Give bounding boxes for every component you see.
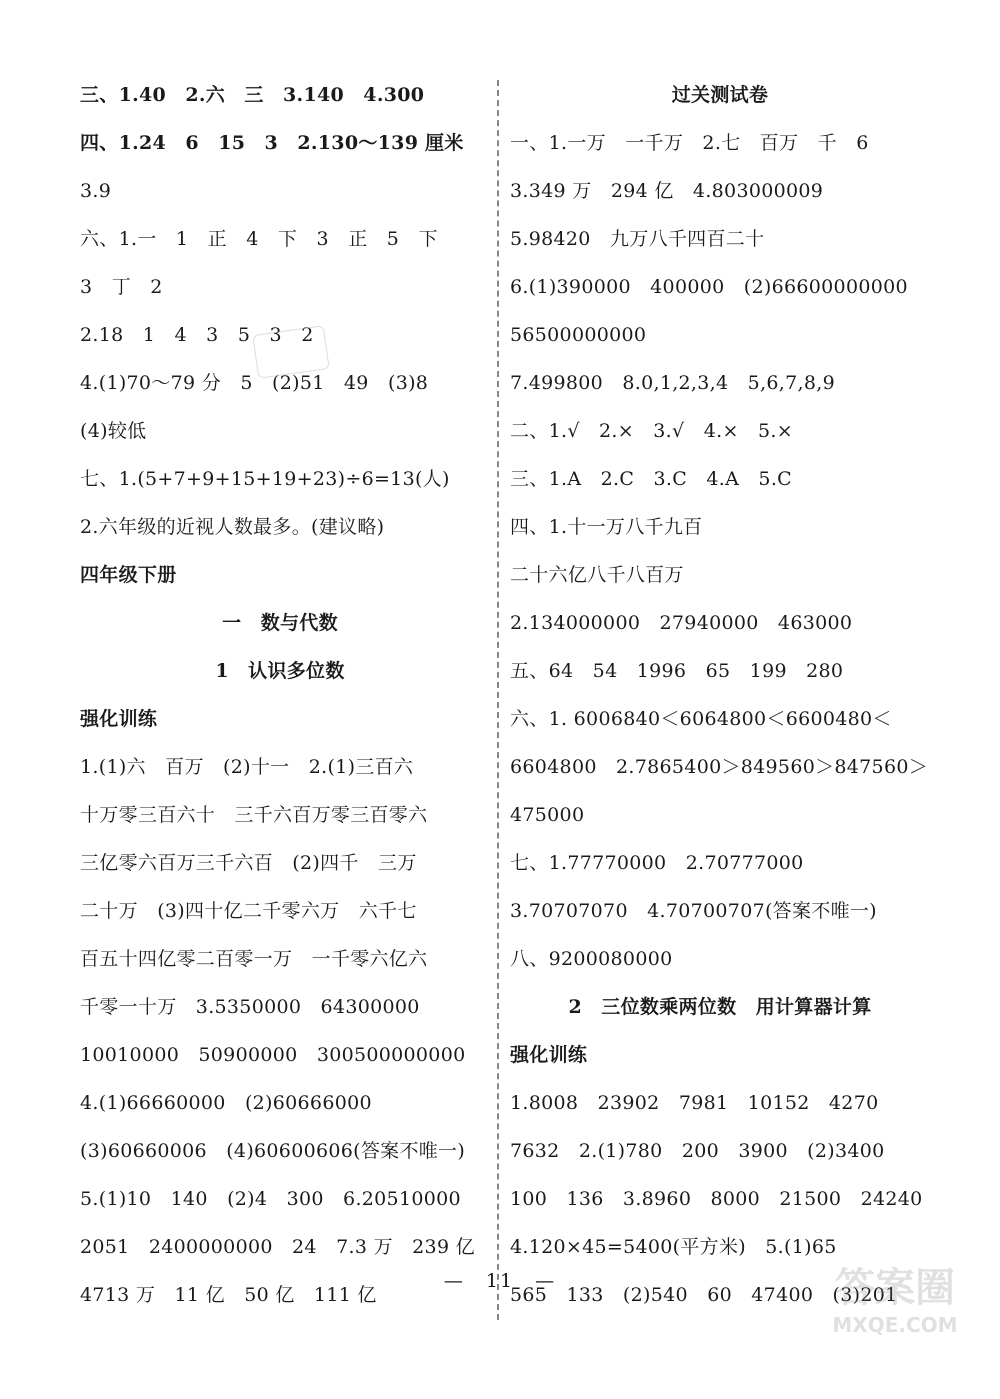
test-title: 过关测试卷 [671,84,769,106]
right-line-15: 6604800 2.7865400＞849560＞847560＞ [510,756,929,778]
left-line-1: 三、1.40 2.六 三 3.140 4.300 [80,84,425,106]
section-heading: 四年级下册 [80,564,177,586]
left-line-20: 千零一十万 3.5350000 64300000 [80,996,420,1018]
watermark-text: 答案圈 [835,1265,955,1311]
right-line-18: 3.70707070 4.70700707(答案不唯一) [510,900,877,922]
left-line-18: 二十万 (3)四十亿二千零六万 六千七 [80,900,417,922]
left-line-15: 1.(1)六 百万 (2)十一 2.(1)三百六 [80,756,414,778]
left-line-26: 4713 万 11 亿 50 亿 111 亿 [80,1284,377,1306]
left-line-19: 百五十四亿零二百零一万 一千零六亿六 [80,948,428,970]
right-line-25: 4.120×45=5400(平方米) 5.(1)65 [510,1236,837,1258]
subsection-heading: 强化训练 [80,708,158,730]
left-line-21: 10010000 50900000 300500000000 [80,1044,466,1066]
unit-2-title: 2 三位数乘两位数 用计算器计算 [568,996,872,1018]
right-line-11: 二十六亿八千八百万 [510,564,684,586]
left-line-17: 三亿零六百万三千六百 (2)四千 三万 [80,852,417,874]
left-line-3: 3.9 [80,180,112,202]
column-divider [497,80,499,1320]
right-line-26: 565 133 (2)540 60 47400 (3)201 [510,1284,898,1306]
right-line-16: 475000 [510,804,585,826]
right-line-17: 七、1.77770000 2.70777000 [510,852,804,874]
left-line-7: 4.(1)70～79 分 5 (2)51 49 (3)8 [80,372,429,394]
left-line-5: 3 丁 2 [80,276,163,298]
left-line-25: 2051 2400000000 24 7.3 万 239 亿 [80,1236,475,1258]
left-line-22: 4.(1)66660000 (2)60666000 [80,1092,372,1114]
left-line-6: 2.18 1 4 3 5 3 2 [80,324,314,346]
watermark-url: MXQE.COM [832,1313,958,1337]
right-line-5: 6.(1)390000 400000 (2)66600000000 [510,276,908,298]
right-line-19: 八、9200080000 [510,948,673,970]
right-line-6: 56500000000 [510,324,647,346]
right-line-2: 一、1.一万 一千万 2.七 百万 千 6 [510,132,869,154]
right-line-9: 三、1.A 2.C 3.C 4.A 5.C [510,468,792,490]
left-line-9: 七、1.(5+7+9+15+19+23)÷6=13(人) [80,468,450,490]
left-line-16: 十万零三百六十 三千六百万零三百零六 [80,804,428,826]
right-line-24: 100 136 3.8960 8000 21500 24240 [510,1188,923,1210]
right-line-13: 五、64 54 1996 65 199 280 [510,660,844,682]
left-line-8: (4)较低 [80,420,147,442]
left-line-10: 2.六年级的近视人数最多。(建议略) [80,516,385,538]
right-line-22: 1.8008 23902 7981 10152 4270 [510,1092,879,1114]
left-line-23: (3)60660006 (4)60600606(答案不唯一) [80,1140,466,1162]
right-line-12: 2.134000000 27940000 463000 [510,612,853,634]
unit-title: 1 认识多位数 [215,660,345,682]
right-subsection-heading: 强化训练 [510,1044,588,1066]
left-line-4: 六、1.一 1 正 4 下 3 正 5 下 [80,228,438,250]
right-line-4: 5.98420 九万八千四百二十 [510,228,765,250]
page-number: — 11 — [443,1270,557,1292]
right-line-3: 3.349 万 294 亿 4.803000009 [510,180,824,202]
right-line-14: 六、1. 6006840＜6064800＜6600480＜ [510,708,892,730]
right-line-8: 二、1.√ 2.× 3.√ 4.× 5.× [510,420,793,442]
left-line-2: 四、1.24 6 15 3 2.130～139 厘米 [80,132,464,154]
chapter-title: 一 数与代数 [222,612,338,634]
left-line-24: 5.(1)10 140 (2)4 300 6.20510000 [80,1188,461,1210]
right-line-7: 7.499800 8.0,1,2,3,4 5,6,7,8,9 [510,372,835,394]
watermark-logo [810,1264,980,1359]
right-line-23: 7632 2.(1)780 200 3900 (2)3400 [510,1140,885,1162]
right-line-10: 四、1.十一万八千九百 [510,516,703,538]
